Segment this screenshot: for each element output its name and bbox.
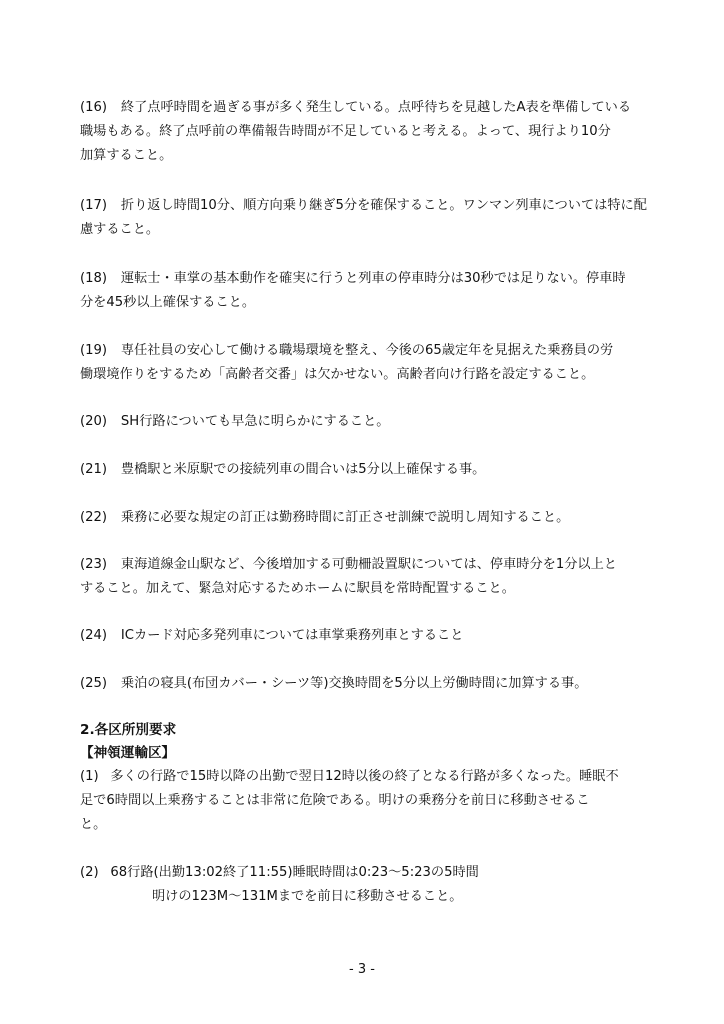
list-item-19 bbox=[80, 339, 660, 387]
list-item-s2-2 bbox=[80, 861, 660, 885]
item-number: (25) bbox=[80, 676, 108, 691]
list-item-23 bbox=[80, 553, 660, 601]
item-number: (1) bbox=[80, 769, 99, 784]
item-text: 折り返し時間10分、順方向乗り継ぎ5分を確保すること。ワンマン列車については特に配 慮すること。 bbox=[80, 198, 647, 237]
item-text: SH行路についても早急に明らかにすること。 bbox=[120, 414, 390, 429]
item-text: 終了点呼時間を過ぎる事が多く発生している。点呼待ちを見越したA表を準備している 職場もある。終了点呼前の準備報告時間が不足していると考える。よって、現行より10分 加算すること。 bbox=[80, 100, 632, 163]
item-text: 乗泊の寝具(布団カバー・シーツ等)交換時間を5分以上労働時間に加算する事。 bbox=[120, 676, 588, 691]
list-item-18 bbox=[80, 267, 660, 315]
item-number: (20) bbox=[80, 414, 108, 429]
item-text: 運転士・車掌の基本動作を確実に行うと列車の停車時分は30秒では足りない。停車時 分を45秒以上確保すること。 bbox=[80, 271, 626, 310]
list-item-s2-1 bbox=[80, 765, 660, 837]
list-item-21 bbox=[80, 458, 660, 482]
item-number: (17) bbox=[80, 198, 108, 213]
item-text: 豊橋駅と米原駅での接続列車の間合いは5分以上確保する事。 bbox=[120, 462, 486, 477]
list-item-17 bbox=[80, 194, 660, 242]
item-text: 専任社員の安心して働ける職場環境を整え、今後の65歳定年を見据えた乗務員の労 働環境作りをするため「高齢者交番」は欠かせない。高齢者向け行路を設定すること。 bbox=[80, 343, 614, 382]
list-item-20 bbox=[80, 410, 660, 434]
item-number: (21) bbox=[80, 462, 108, 477]
item-number: (24) bbox=[80, 628, 108, 643]
item-number: (19) bbox=[80, 343, 108, 358]
item-text: 東海道線金山駅など、今後増加する可動柵設置駅については、停車時分を1分以上と すること。加えて、緊急対応するためホームに駅員を常時配置すること。 bbox=[80, 557, 617, 596]
section-subtitle: 【神領運輸区】 bbox=[80, 745, 176, 761]
page-number: - 3 - bbox=[349, 962, 375, 977]
item-text: 多くの行路で15時以降の出勤で翌日12時以後の終了となる行路が多くなった。睡眠不 足で6時間以上乗務することは非常に危険である。明けの乗務分を前日に移動させるこ と。 bbox=[80, 769, 619, 832]
list-item-s2-2-subline: 明けの123M〜131Mまでを前日に移動させること。 bbox=[152, 889, 463, 904]
item-number: (18) bbox=[80, 271, 108, 286]
item-text: 乗務に必要な規定の訂正は勤務時間に訂正させ訓練で説明し周知すること。 bbox=[120, 510, 570, 525]
list-item-24 bbox=[80, 624, 660, 648]
list-item-25 bbox=[80, 672, 660, 696]
item-text: 68行路(出勤13:02終了11:55)睡眠時間は0:23〜5:23の5時間 bbox=[110, 865, 479, 880]
item-number: (16) bbox=[80, 100, 108, 115]
item-text: ICカード対応多発列車については車掌乗務列車とすること bbox=[120, 628, 464, 643]
list-item-22 bbox=[80, 506, 660, 530]
item-number: (23) bbox=[80, 557, 108, 572]
item-number: (2) bbox=[80, 865, 99, 880]
section-title: 2.各区所別要求 bbox=[80, 722, 177, 738]
list-item-16 bbox=[80, 96, 660, 168]
item-number: (22) bbox=[80, 510, 108, 525]
